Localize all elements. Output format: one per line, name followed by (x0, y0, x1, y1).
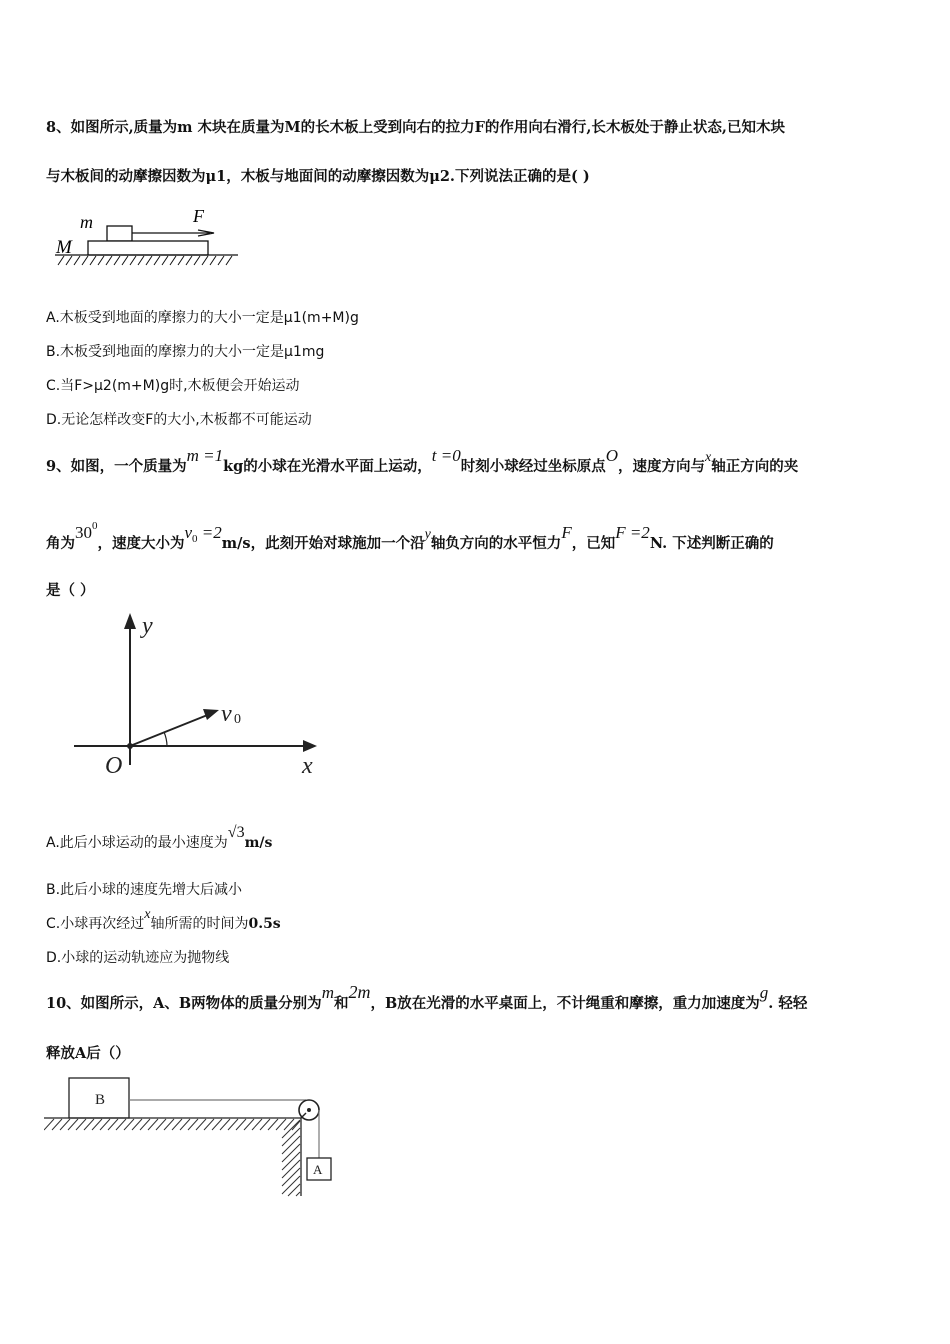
q8-figure (50, 204, 250, 270)
q9-option-a-unit: m/s (244, 835, 273, 851)
q8-stem-line2: 与木板间的动摩擦因数为μ1，木板与地面间的动摩擦因数为μ2.下列说法正确的是( ) (46, 168, 590, 185)
q9-stem-line3: 是（ ） (46, 582, 95, 599)
q10-stem-line1 (46, 982, 808, 1013)
q10-l1-and: 和 (333, 995, 349, 1012)
q9-l1-mass: m =1 (186, 446, 224, 465)
q8-label-m: m (80, 212, 93, 232)
q9-label-v: v (221, 701, 232, 727)
q9-option-c-text-a: C.小球再次经过 (46, 916, 145, 932)
q9-l2-angle (75, 520, 98, 542)
q9-l2-v: v (184, 523, 193, 542)
q9-label-y: y (142, 613, 153, 639)
q9-velocity-vector (130, 714, 210, 746)
q9-l2-text-e: 轴负方向的水平恒力 (430, 535, 562, 552)
q9-l1-text-c: 的小球在光滑水平面上运动， (243, 458, 432, 475)
q9-l1-kg: kg (223, 458, 244, 475)
q10-figure (44, 1074, 344, 1204)
q9-l1-text-a: 9、如图，一个质量为 (46, 458, 187, 475)
q9-l2-F: F (561, 523, 572, 542)
q8-option-b: B.木板受到地面的摩擦力的大小一定是μ1mg (46, 344, 325, 360)
q9-option-a-value: √3 (227, 824, 245, 841)
q10-table-hatch-top (44, 1119, 300, 1130)
q8-stem-line1: 8、如图所示,质量为m 木块在质量为M的长木板上受到向右的拉力F的作用向右滑行,长木板处于静止状态,已知木块 (46, 119, 785, 136)
q8-option-a: A.木板受到地面的摩擦力的大小一定是μ1(m+M)g (46, 310, 359, 326)
q10-table-hatch-side (282, 1120, 300, 1196)
q9-velocity-arrow (203, 709, 219, 720)
q9-stem-line2 (46, 520, 774, 555)
q10-l1-m: m (321, 983, 334, 1002)
q9-stem-line1 (46, 446, 799, 476)
q10-l1-g: g (759, 983, 769, 1002)
q9-l2-v-eq: =2 (197, 523, 222, 542)
q9-option-c-value: 0.5s (248, 916, 281, 932)
q9-label-x: x (302, 753, 313, 779)
q10-l1-2m: 2m (348, 982, 371, 1002)
q9-l1-text-f: 轴正方向的夹 (711, 458, 799, 475)
q9-origin-dot (127, 743, 133, 749)
q9-option-b: B.此后小球的速度先增大后减小 (46, 882, 243, 898)
q9-l2-degree: 0 (92, 520, 98, 532)
q9-l2-text-d: ，此刻开始对球施加一个沿 (250, 535, 425, 552)
q10-label-A: A (313, 1162, 323, 1177)
q9-l1-time: t =0 (431, 446, 461, 465)
q9-angle-arc (164, 732, 167, 746)
q8-option-c: C.当F>μ2(m+M)g时,木板便会开始运动 (46, 378, 300, 394)
q9-l1-text-e: ，速度方向与 (618, 458, 706, 475)
q9-label-O: O (105, 753, 123, 779)
q9-l2-text-a: 角为 (46, 535, 75, 552)
q9-x-arrow (303, 740, 317, 752)
q9-option-a (46, 824, 273, 852)
q9-option-c-text-b: 轴所需的时间为 (150, 916, 249, 932)
q9-l2-unit: m/s (221, 535, 251, 552)
q9-label-v-sub: 0 (234, 712, 241, 727)
q10-l1-text-a: 10、如图所示，A、B两物体的质量分别为 (46, 995, 322, 1012)
q8-ground-hatch (58, 256, 232, 265)
q10-label-B: B (95, 1092, 106, 1108)
q9-l2-v-sub: 0 (192, 533, 198, 545)
q9-l2-velocity (184, 523, 222, 545)
q9-y-arrow (124, 613, 136, 629)
q9-l2-N: N (649, 535, 663, 552)
q8-label-M: M (56, 237, 72, 258)
q9-l1-text-d: 时刻小球经过坐标原点 (460, 458, 606, 475)
q10-pulley-axle (307, 1108, 311, 1112)
q9-l2-text-f: ，已知 (571, 535, 616, 552)
q8-option-d: D.无论怎样改变F的大小,木板都不可能运动 (46, 412, 312, 428)
q9-figure (70, 605, 330, 785)
q9-l1-x: x (705, 450, 712, 465)
q10-stem-line2: 释放A后（） (46, 1045, 130, 1062)
q9-l2-text-h: . 下述判断正确的 (662, 535, 774, 552)
q10-l1-text-c: . 轻轻 (768, 995, 808, 1012)
q9-option-c (46, 907, 281, 933)
q9-l1-origin: O (605, 446, 619, 465)
q10-l1-text-b: ，B放在光滑的水平桌面上，不计绳重和摩擦，重力加速度为 (370, 995, 760, 1012)
q9-l2-Feq: F =2 (615, 523, 650, 542)
q9-option-a-text: A.此后小球运动的最小速度为 (46, 835, 228, 851)
q8-board-M (88, 241, 208, 255)
q9-option-c-x: x (144, 907, 151, 922)
q9-l2-y: y (424, 527, 431, 542)
q8-block-m (107, 226, 132, 241)
q8-label-F: F (193, 206, 204, 226)
q9-option-d: D.小球的运动轨迹应为抛物线 (46, 950, 230, 966)
q9-l2-angle-value: 30 (75, 523, 92, 542)
q9-l2-text-b: ，速度大小为 (97, 535, 185, 552)
